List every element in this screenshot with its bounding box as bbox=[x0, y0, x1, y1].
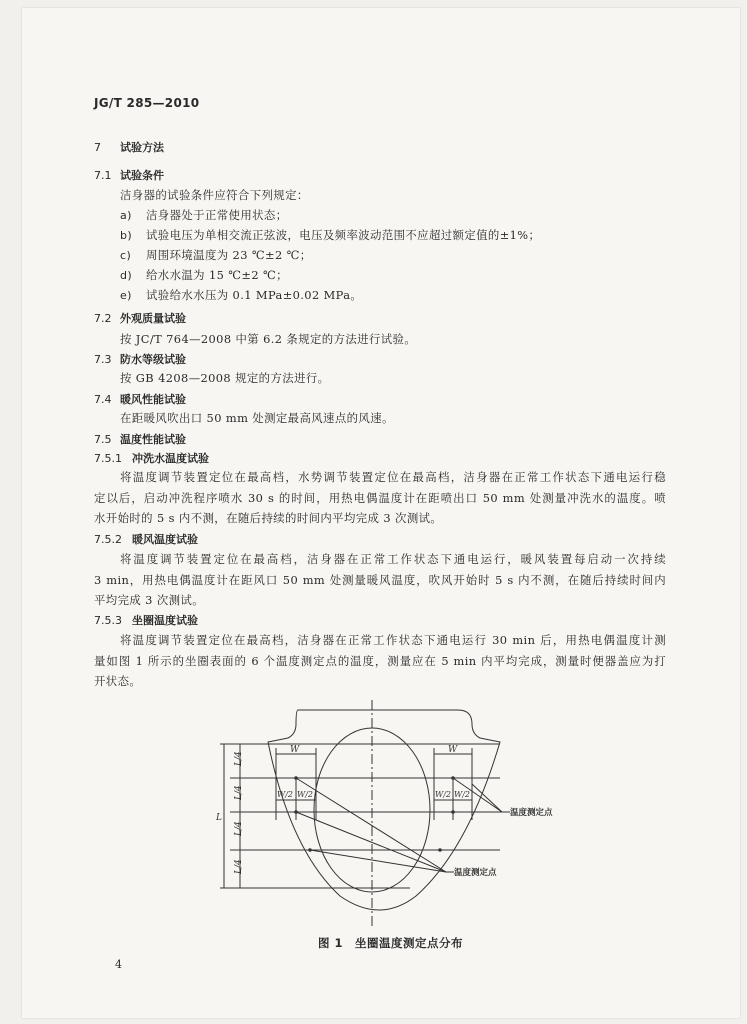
measurement-point bbox=[294, 810, 298, 814]
section-number: 7.1 bbox=[94, 169, 112, 182]
section-number: 7.3 bbox=[94, 353, 112, 366]
paragraph-line: 水开始时的 5 s 内不测，在随后持续的时间内平均完成 3 次测试。 bbox=[94, 511, 443, 525]
section-title: 冲洗水温度试验 bbox=[132, 452, 209, 465]
list-label: d) bbox=[120, 269, 133, 282]
figure-caption: 图 1 坐圈温度测定点分布 bbox=[318, 936, 464, 950]
paragraph: 洁身器的试验条件应符合下列规定： bbox=[120, 188, 309, 202]
section-title: 防水等级试验 bbox=[120, 353, 186, 366]
paragraph: 按 JC/T 764—2008 中第 6.2 条规定的方法进行试验。 bbox=[120, 332, 417, 346]
list-label: e) bbox=[120, 289, 132, 302]
paragraph: 在距暖风吹出口 50 mm 处测定最高风速点的风速。 bbox=[120, 411, 394, 425]
list-label: b) bbox=[120, 229, 133, 242]
section-title: 坐圈温度试验 bbox=[132, 614, 198, 627]
measurement-point bbox=[308, 848, 312, 852]
dim-label-quarter: L/4 bbox=[234, 751, 244, 766]
seat-ring-diagram bbox=[210, 700, 553, 930]
measurement-point-label: 温度测定点 bbox=[510, 808, 553, 818]
section-title: 试验方法 bbox=[120, 141, 164, 154]
paragraph-line: 开状态。 bbox=[94, 674, 142, 688]
page-number: 4 bbox=[115, 958, 122, 971]
dim-label-half-W: W/2 bbox=[297, 790, 314, 799]
paragraph-line: 将温度调节装置定位在最高档，水势调节装置定位在最高档，洁身器在正常工作状态下通电运行稳 bbox=[120, 470, 666, 484]
paragraph-line: 定以后，启动冲洗程序喷水 30 s 的时间，用热电偶温度计在距喷出口 50 mm 处测量冲洗水的温度。喷 bbox=[94, 491, 666, 505]
dim-label-quarter: L/4 bbox=[234, 785, 244, 800]
list-text: 给水水温为 15 ℃±2 ℃； bbox=[146, 268, 288, 282]
measurement-point bbox=[451, 810, 455, 814]
section-7-4-heading bbox=[94, 392, 186, 408]
section-title: 外观质量试验 bbox=[120, 312, 186, 325]
paragraph-line: 量如图 1 所示的坐圈表面的 6 个温度测定点的温度，测量应在 5 min 内平均完成，测量时便器盖应为打 bbox=[94, 654, 666, 668]
section-7-5-1-heading bbox=[94, 451, 209, 467]
paragraph-line: 将温度调节装置定位在最高档，洁身器在正常工作状态下通电运行 30 min 后，用热电偶温度计测 bbox=[120, 633, 666, 647]
dim-label-quarter: L/4 bbox=[234, 821, 244, 836]
list-item bbox=[120, 227, 540, 244]
dim-label-quarter: L/4 bbox=[234, 859, 244, 874]
list-text: 洁身器处于正常使用状态； bbox=[146, 208, 288, 222]
dim-label-half-W: W/2 bbox=[454, 790, 471, 799]
list-label: c) bbox=[120, 249, 132, 262]
section-title: 试验条件 bbox=[120, 169, 164, 182]
section-7-5-2-heading bbox=[94, 532, 198, 548]
measurement-point-label: 温度测定点 bbox=[454, 868, 497, 878]
list-text: 试验给水水压为 0.1 MPa±0.02 MPa。 bbox=[146, 288, 363, 302]
list-label: a) bbox=[120, 209, 132, 222]
paragraph-line: 将温度调节装置定位在最高档，洁身器在正常工作状态下通电运行，暖风装置每启动一次持续 bbox=[120, 552, 666, 566]
section-number: 7.4 bbox=[94, 393, 112, 406]
dim-label-half-W: W/2 bbox=[435, 790, 452, 799]
seat-outer-outline bbox=[268, 710, 500, 910]
section-number: 7.5 bbox=[94, 433, 112, 446]
measurement-point bbox=[451, 776, 455, 780]
measurement-point bbox=[438, 848, 442, 852]
list-item bbox=[120, 247, 312, 264]
section-number: 7.5.1 bbox=[94, 452, 122, 465]
section-number: 7.5.3 bbox=[94, 614, 122, 627]
dim-label-L: L bbox=[216, 813, 222, 823]
section-title: 暖风温度试验 bbox=[132, 533, 198, 546]
section-number: 7.2 bbox=[94, 312, 112, 325]
list-text: 周围环境温度为 23 ℃±2 ℃； bbox=[146, 248, 312, 262]
list-item bbox=[120, 267, 288, 284]
section-7-3-heading bbox=[94, 352, 186, 368]
paragraph: 按 GB 4208—2008 规定的方法进行。 bbox=[120, 371, 330, 385]
list-item bbox=[120, 207, 288, 224]
document-code: JG/T 285—2010 bbox=[94, 96, 200, 110]
section-7-5-heading bbox=[94, 432, 186, 448]
section-7-heading bbox=[94, 140, 164, 156]
measurement-point bbox=[294, 776, 298, 780]
dim-label-W: W bbox=[448, 745, 458, 755]
section-title: 温度性能试验 bbox=[120, 433, 186, 446]
section-7-2-heading bbox=[94, 311, 186, 327]
section-number: 7.5.2 bbox=[94, 533, 122, 546]
section-7-1-heading bbox=[94, 168, 164, 184]
paragraph-line: 3 min，用热电偶温度计在距风口 50 mm 处测量暖风温度，吹风开始时 5 s 内不测，在随后持续时间内 bbox=[94, 573, 666, 587]
section-7-5-3-heading bbox=[94, 613, 198, 629]
dim-label-W: W bbox=[290, 745, 300, 755]
dim-label-half-W: W/2 bbox=[277, 790, 294, 799]
list-text: 试验电压为单相交流正弦波，电压及频率波动范围不应超过额定值的±1%； bbox=[146, 228, 541, 242]
section-number: 7 bbox=[94, 141, 101, 154]
paragraph-line: 平均完成 3 次测试。 bbox=[94, 593, 205, 607]
section-title: 暖风性能试验 bbox=[120, 393, 186, 406]
list-item bbox=[120, 287, 362, 304]
